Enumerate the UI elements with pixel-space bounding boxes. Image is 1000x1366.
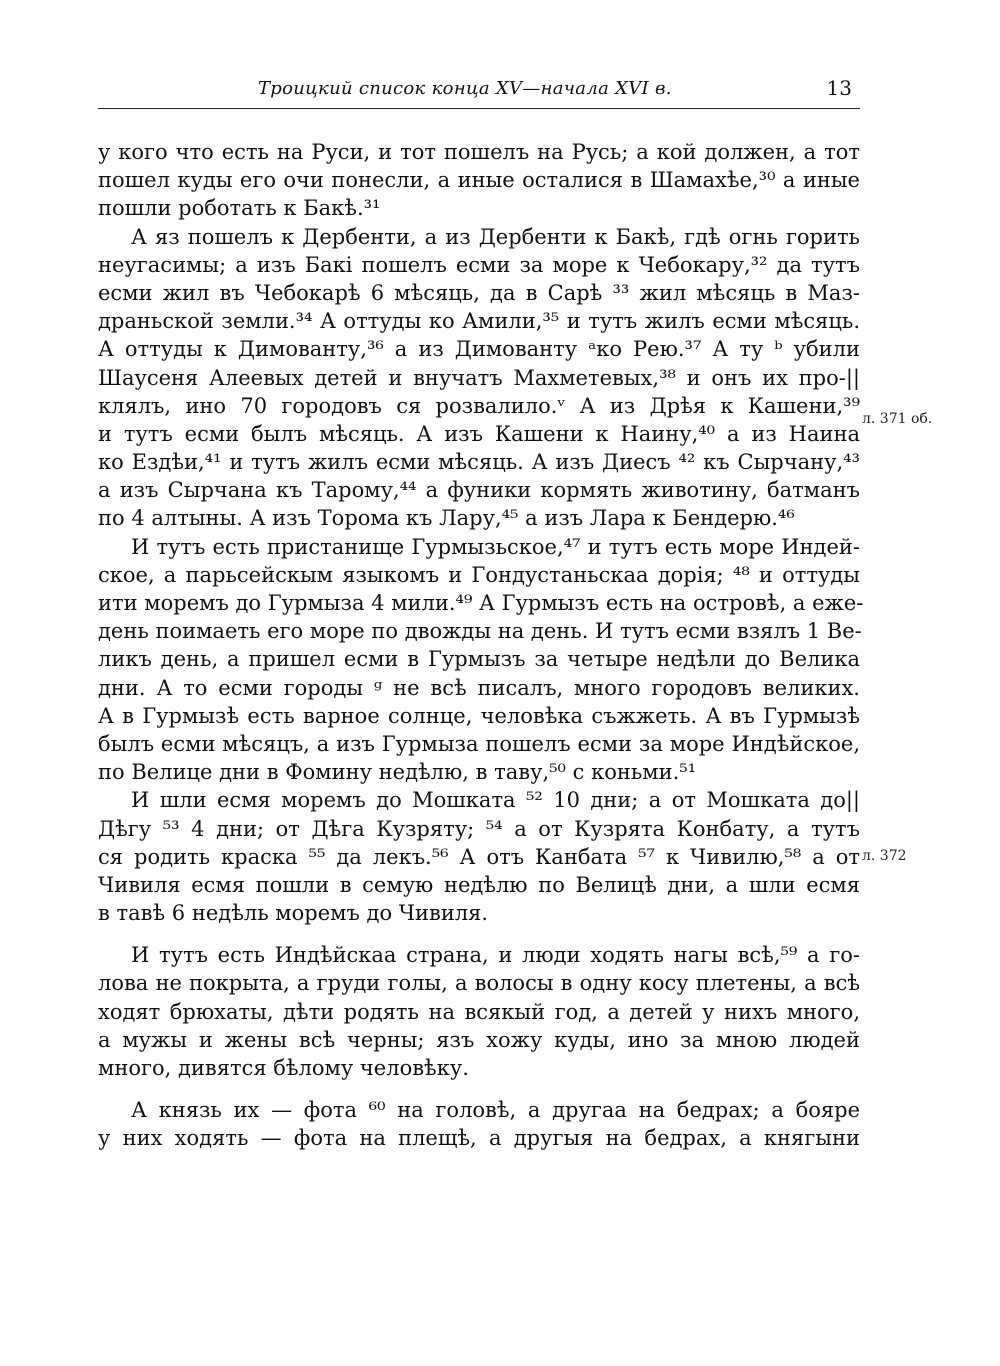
text-line: лова не покрыта, а груди голы, а волосы в одну косу плетены, а всѣ bbox=[98, 971, 860, 996]
text-line: А в Гурмызѣ есть варное солнце, человѣка съжжеть. А въ Гурмызѣ bbox=[98, 703, 860, 728]
text-line: по 4 алтыны. А изъ Торома къ Лару,⁴⁵ а изъ Лара к Бендерю.⁴⁶ bbox=[98, 506, 795, 531]
text-line: ходят брюхаты, дѣти родять на всякый год, а детей у нихъ много, bbox=[98, 999, 860, 1024]
text-line: клялъ, ино 70 городовъ ся розвалило.ᵛ А из Дрѣя к Кашени,³⁹ bbox=[98, 393, 860, 418]
running-title: Троицкий список конца XV—начала XVI в. bbox=[258, 78, 672, 99]
text-line: ити моремъ до Гурмыза 4 мили.⁴⁹ А Гурмызъ есть на островѣ, а еже- bbox=[98, 591, 864, 615]
text-line: Дѣгу ⁵³ 4 дни; от Дѣга Кузряту; ⁵⁴ а от Кузрята Конбату, а тутъ bbox=[98, 816, 860, 841]
text-line: И тутъ есть Индѣйскаа страна, и люди ходять нагы всѣ,⁵⁹ а го- bbox=[131, 943, 860, 968]
text-line: И тутъ есть пристанище Гурмызьское,⁴⁷ и тутъ есть море Индей- bbox=[131, 534, 860, 559]
text-line: пошли роботать к Бакѣ.³¹ bbox=[98, 196, 381, 221]
page-number: 13 bbox=[826, 76, 852, 100]
text-line: у кого что есть на Руси, и тот пошелъ на Русь; а кой должен, а тот bbox=[98, 140, 860, 164]
paragraph-6 bbox=[98, 1096, 860, 1152]
text-line: у них ходять — фота на плещѣ, а другыя на бедрах, а княгыни bbox=[98, 1126, 860, 1151]
text-line: драньской земли.³⁴ А оттуды ко Амили,³⁵ и тутъ жилъ есми мѣсяць. bbox=[98, 309, 860, 334]
text-line: Шаусеня Алеевых детей и внучатъ Махметевых,³⁸ и онъ их про-|| bbox=[98, 365, 860, 390]
text-line: А оттуды к Димованту,³⁶ а из Димованту ᵃко Рею.³⁷ А ту ᵇ убили bbox=[98, 337, 860, 362]
paragraph-3 bbox=[98, 533, 864, 787]
margin-note-folio-371ob: л. 371 об. bbox=[862, 411, 933, 427]
text-line: а мужы и жены всѣ черны; язъ хожу куды, ино за мною людей bbox=[98, 1027, 860, 1052]
text-line: ликъ день, а пришел есми в Гурмызъ за четыре недѣли до Велика bbox=[98, 647, 860, 672]
text-line: А князь их — фота ⁶⁰ на головѣ, а другаа на бедрах; а бояре bbox=[131, 1098, 860, 1123]
text-line: ся родить краска ⁵⁵ да лекъ.⁵⁶ А отъ Канбата ⁵⁷ к Чивилю,⁵⁸ а от bbox=[98, 844, 860, 869]
text-line: неугасимы; а изъ Бакі пошелъ есми за море к Чебокару,³² да тутъ bbox=[98, 252, 860, 277]
text-line: ское, а парьсейскым языкомъ и Гондустаньскаа дорія; ⁴⁸ и оттуды bbox=[98, 562, 860, 587]
margin-note-folio-372: л. 372 bbox=[862, 848, 907, 864]
text-line: Чивиля есмя пошли в семую недѣлю по Велицѣ дни, а шли есмя bbox=[98, 872, 860, 897]
text-line: день поимаеть его море по двожды на день. И тутъ есми взялъ 1 Ве- bbox=[98, 619, 862, 644]
text-line: былъ есми мѣсяцъ, а изъ Гурмыза пошелъ есми за море Индѣйское, bbox=[98, 731, 860, 756]
text-line: и тутъ есми былъ мѣсяць. А изъ Кашени к Наину,⁴⁰ а из Наина bbox=[98, 421, 860, 446]
paragraph-2 bbox=[98, 223, 860, 533]
running-head bbox=[98, 78, 860, 109]
text-line: а изъ Сырчана къ Тарому,⁴⁴ а фуники кормять животину, батманъ bbox=[98, 478, 860, 503]
text-line: по Велице дни в Фомину недѣлю, в таву,⁵⁰ с коньми.⁵¹ bbox=[98, 760, 697, 785]
paragraph-4 bbox=[98, 786, 860, 927]
text-line: есми жил въ Чебокарѣ 6 мѣсяць, да в Сарѣ ³³ жил мѣсяць в Маз- bbox=[98, 280, 860, 305]
main-text bbox=[98, 138, 864, 1153]
paragraph-1 bbox=[98, 138, 860, 223]
text-line: много, дивятся бѣлому человѣку. bbox=[98, 1056, 469, 1080]
text-line: И шли есмя моремъ до Мошката ⁵² 10 дни; а от Мошката до|| bbox=[131, 788, 860, 813]
text-line: пошел куды его очи понесли, а иные осталися в Шамахѣе,³⁰ а иные bbox=[98, 168, 860, 193]
text-line: дни. А то есми городы ᵍ не всѣ писалъ, много городовъ великих. bbox=[98, 675, 860, 700]
paragraph-5 bbox=[98, 941, 860, 1082]
text-line: ко Ездѣи,⁴¹ и тутъ жилъ есми мѣсяць. А изъ Диесъ ⁴² къ Сырчану,⁴³ bbox=[98, 450, 860, 475]
text-line: в тавѣ 6 недѣль моремъ до Чивиля. bbox=[98, 901, 489, 926]
text-line: А яз пошелъ к Дербенти, а из Дербенти к Бакѣ, гдѣ огнь горить bbox=[131, 224, 860, 249]
